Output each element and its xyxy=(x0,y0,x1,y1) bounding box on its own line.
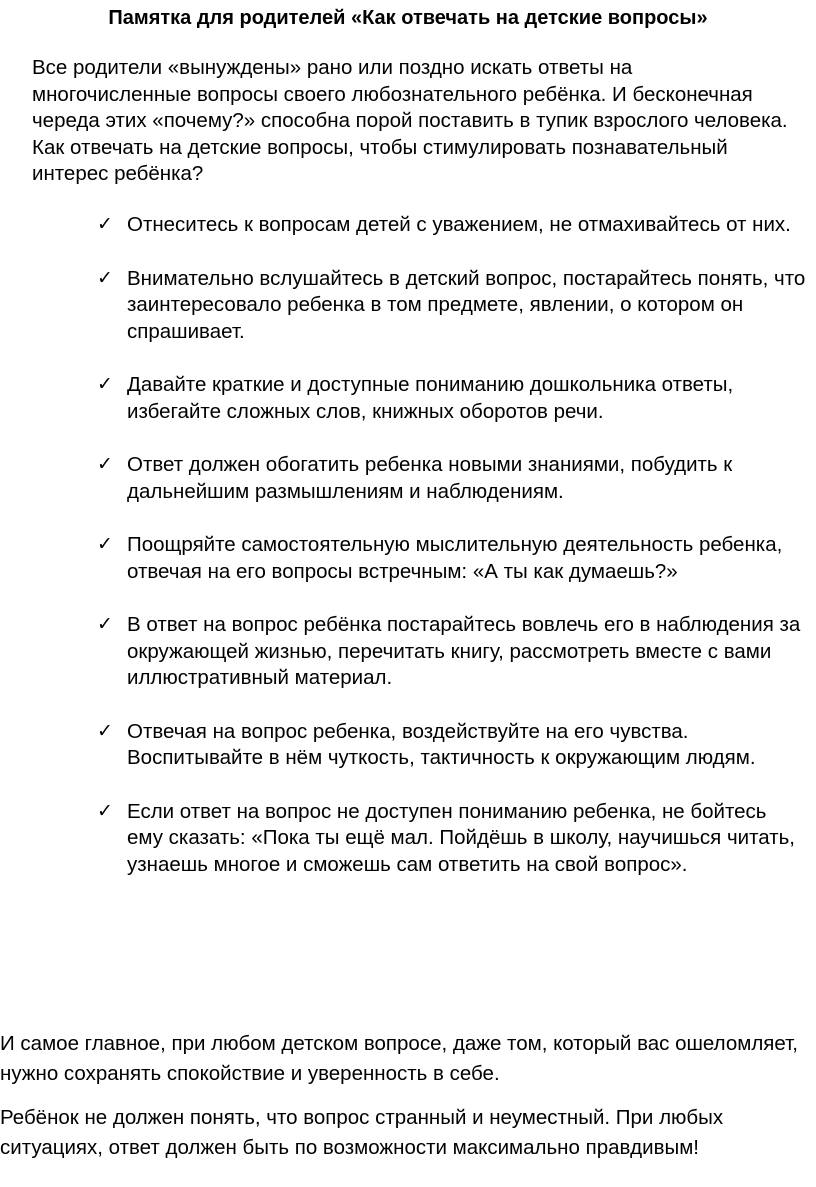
closing-paragraph-1: И самое главное, при любом детском вопросе, даже том, который вас ошеломляет, нужно сохранять спокойствие и уверенность в себе. xyxy=(0,1032,798,1085)
checkmark-icon: ✓ xyxy=(97,534,113,555)
checkmark-icon: ✓ xyxy=(97,214,113,235)
list-item xyxy=(0,266,807,346)
list-item xyxy=(0,799,807,879)
list-item-text: Ответ должен обогатить ребенка новыми знаниями, побудить к дальнейшим размышлениям и наблюдениям. xyxy=(127,453,733,503)
list-item xyxy=(0,452,807,505)
list-item xyxy=(0,719,807,772)
checkmark-icon: ✓ xyxy=(97,800,113,822)
list-item xyxy=(0,532,807,585)
intro-paragraph: Все родители «вынуждены» рано или поздно искать ответы на многочисленные вопросы своего любознательного ребёнка. И бесконечная череда этих «почему?» способна порой поставить в тупик взрослого человека. Как отвечать на детские вопросы, чтобы стимулировать познавательный интерес ребёнка? xyxy=(32,56,788,185)
checkmark-icon: ✓ xyxy=(97,267,113,289)
checklist xyxy=(0,212,816,905)
list-item-text: Отнеситесь к вопросам детей с уважением, не отмахивайтесь от них. xyxy=(127,213,791,236)
checkmark-icon: ✓ xyxy=(97,720,113,742)
list-item xyxy=(0,372,807,425)
list-item-text: Давайте краткие и доступные пониманию дошкольника ответы, избегайте сложных слов, книжных оборотов речи. xyxy=(127,373,734,423)
checkmark-icon: ✓ xyxy=(97,614,113,635)
list-item xyxy=(0,612,807,692)
list-item-text: Отвечая на вопрос ребенка, воздействуйте на его чувства. Воспитывайте в нём чуткость, тактичность к окружающим людям. xyxy=(127,719,756,769)
list-item-text: Если ответ на вопрос не доступен пониманию ребенка, не бойтесь ему сказать: «Пока ты ещё мал. Пойдёшь в школу, научишься читать, узнаешь многое и сможешь сам ответить на свой вопрос». xyxy=(127,799,795,876)
checkmark-icon: ✓ xyxy=(97,374,113,395)
list-item-text: Поощряйте самостоятельную мыслительную деятельность ребенка, отвечая на его вопросы встречным: «А ты как думаешь?» xyxy=(127,533,783,583)
page-title: Памятка для родителей «Как отвечать на детские вопросы» xyxy=(108,7,708,29)
closing-paragraph-2: Ребёнок не должен понять, что вопрос странный и неуместный. При любых ситуациях, ответ должен быть по возможности максимально правдивым! xyxy=(0,1106,724,1159)
checkmark-icon: ✓ xyxy=(97,454,113,475)
list-item-text: В ответ на вопрос ребёнка постарайтесь вовлечь его в наблюдения за окружающей жизнью, перечитать книгу, рассмотреть вместе с вами иллюстративный материал. xyxy=(127,613,801,689)
list-item xyxy=(0,212,807,239)
list-item-text: Внимательно вслушайтесь в детский вопрос, постарайтесь понять, что заинтересовало ребенка в том предмете, явлении, о котором он спрашивает. xyxy=(127,266,806,343)
